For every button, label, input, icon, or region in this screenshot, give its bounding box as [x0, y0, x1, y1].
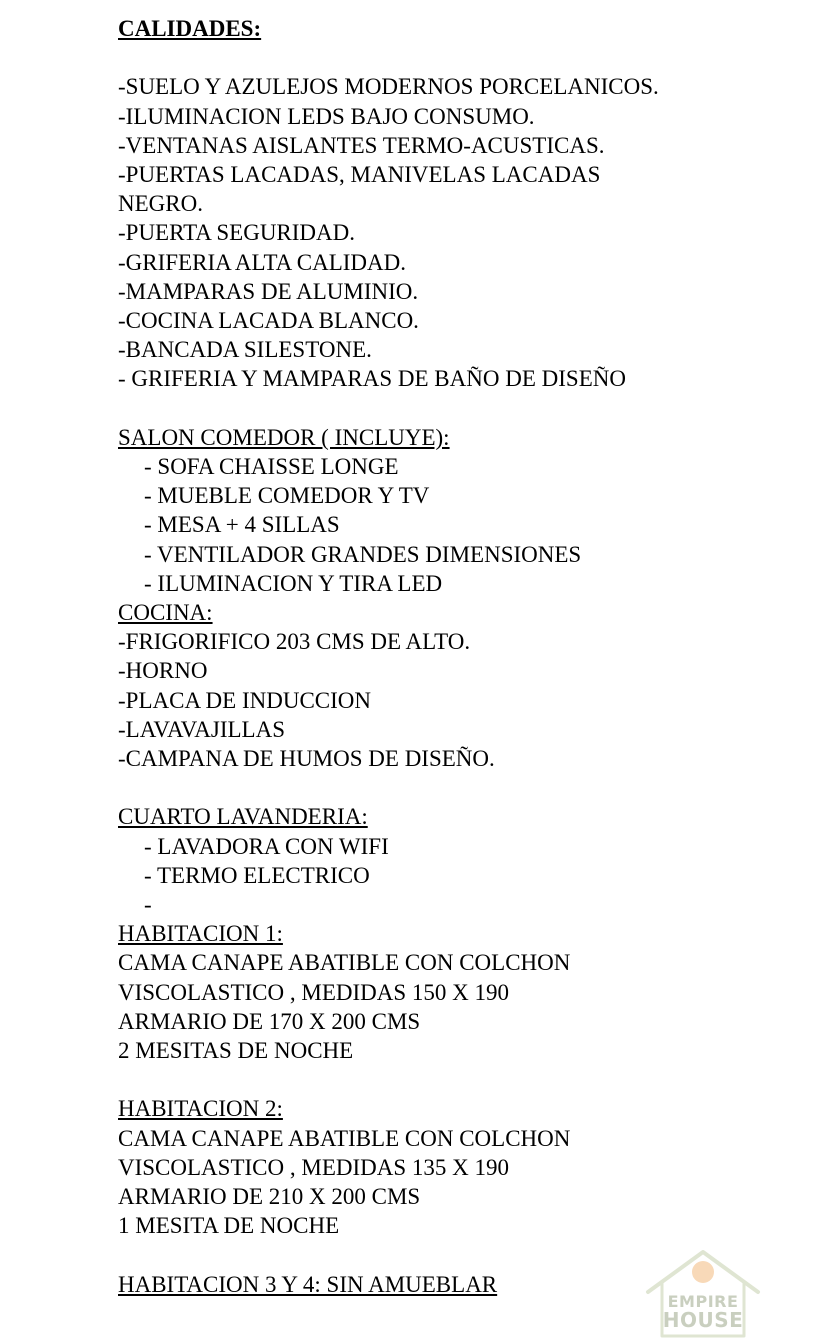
cocina-item: -FRIGORIFICO 203 CMS DE ALTO. [118, 629, 471, 655]
calidades-item: -COCINA LACADA BLANCO. [118, 308, 419, 334]
calidades-item: -BANCADA SILESTONE. [118, 337, 372, 363]
habitacion2-heading: HABITACION 2: [118, 1096, 283, 1122]
calidades-item: -PUERTAS LACADAS, MANIVELAS LACADAS [118, 162, 601, 187]
habitacion2-item: CAMA CANAPE ABATIBLE CON COLCHON [118, 1125, 571, 1151]
spacer [118, 773, 738, 802]
calidades-heading: CALIDADES: [118, 16, 262, 41]
calidades-item: NEGRO. [118, 191, 203, 217]
habitacion2-item: ARMARIO DE 210 X 200 CMS [118, 1184, 421, 1210]
spacer [118, 1065, 738, 1094]
calidades-item: -PUERTA SEGURIDAD. [118, 220, 356, 246]
habitacion1-item: CAMA CANAPE ABATIBLE CON COLCHON [118, 950, 571, 976]
cocina-heading: COCINA: [118, 600, 213, 626]
calidades-item: -GRIFERIA ALTA CALIDAD. [118, 249, 407, 275]
salon-item: - SOFA CHAISSE LONGE [144, 454, 399, 480]
lavanderia-item: - [144, 892, 152, 918]
calidades-item: - GRIFERIA Y MAMPARAS DE BAÑO DE DISEÑO [118, 366, 626, 392]
habitacion34-heading: HABITACION 3 Y 4: SIN AMUEBLAR [118, 1271, 498, 1297]
cocina-item: -PLACA DE INDUCCION [118, 687, 371, 713]
cocina-item: -LAVAVAJILLAS [118, 716, 286, 742]
empire-house-watermark [644, 1248, 762, 1340]
habitacion2-item: 1 MESITA DE NOCHE [118, 1213, 340, 1239]
habitacion1-item: VISCOLASTICO , MEDIDAS 150 X 190 [118, 979, 510, 1005]
lavanderia-item: - LAVADORA CON WIFI [144, 833, 389, 859]
calidades-item: -ILUMINACION LEDS BAJO CONSUMO. [118, 103, 535, 129]
lavanderia-heading: CUARTO LAVANDERIA: [118, 804, 368, 830]
salon-item: - MESA + 4 SILLAS [144, 512, 340, 538]
cocina-item: -HORNO [118, 658, 208, 684]
calidades-item: -VENTANAS AISLANTES TERMO-ACUSTICAS. [118, 132, 605, 158]
watermark-text-empire: EMPIRE [667, 1292, 739, 1311]
watermark-text-house: HOUSE [662, 1308, 744, 1332]
calidades-item: -SUELO Y AZULEJOS MODERNOS PORCELANICOS. [118, 74, 659, 100]
habitacion1-item: 2 MESITAS DE NOCHE [118, 1038, 354, 1064]
document-body [118, 14, 738, 1299]
salon-item: - MUEBLE COMEDOR Y TV [144, 483, 430, 509]
spacer [118, 394, 738, 423]
habitacion2-item: VISCOLASTICO , MEDIDAS 135 X 190 [118, 1154, 510, 1180]
habitacion1-heading: HABITACION 1: [118, 921, 283, 947]
salon-item: - VENTILADOR GRANDES DIMENSIONES [144, 541, 582, 567]
cocina-item: -CAMPANA DE HUMOS DE DISEÑO. [118, 746, 495, 772]
salon-item: - ILUMINACION Y TIRA LED [144, 570, 443, 596]
spacer [118, 43, 738, 72]
lavanderia-item: - TERMO ELECTRICO [144, 862, 370, 888]
calidades-item: -MAMPARAS DE ALUMINIO. [118, 278, 419, 304]
habitacion1-item: ARMARIO DE 170 X 200 CMS [118, 1008, 421, 1034]
salon-heading: SALON COMEDOR ( INCLUYE): [118, 424, 450, 450]
